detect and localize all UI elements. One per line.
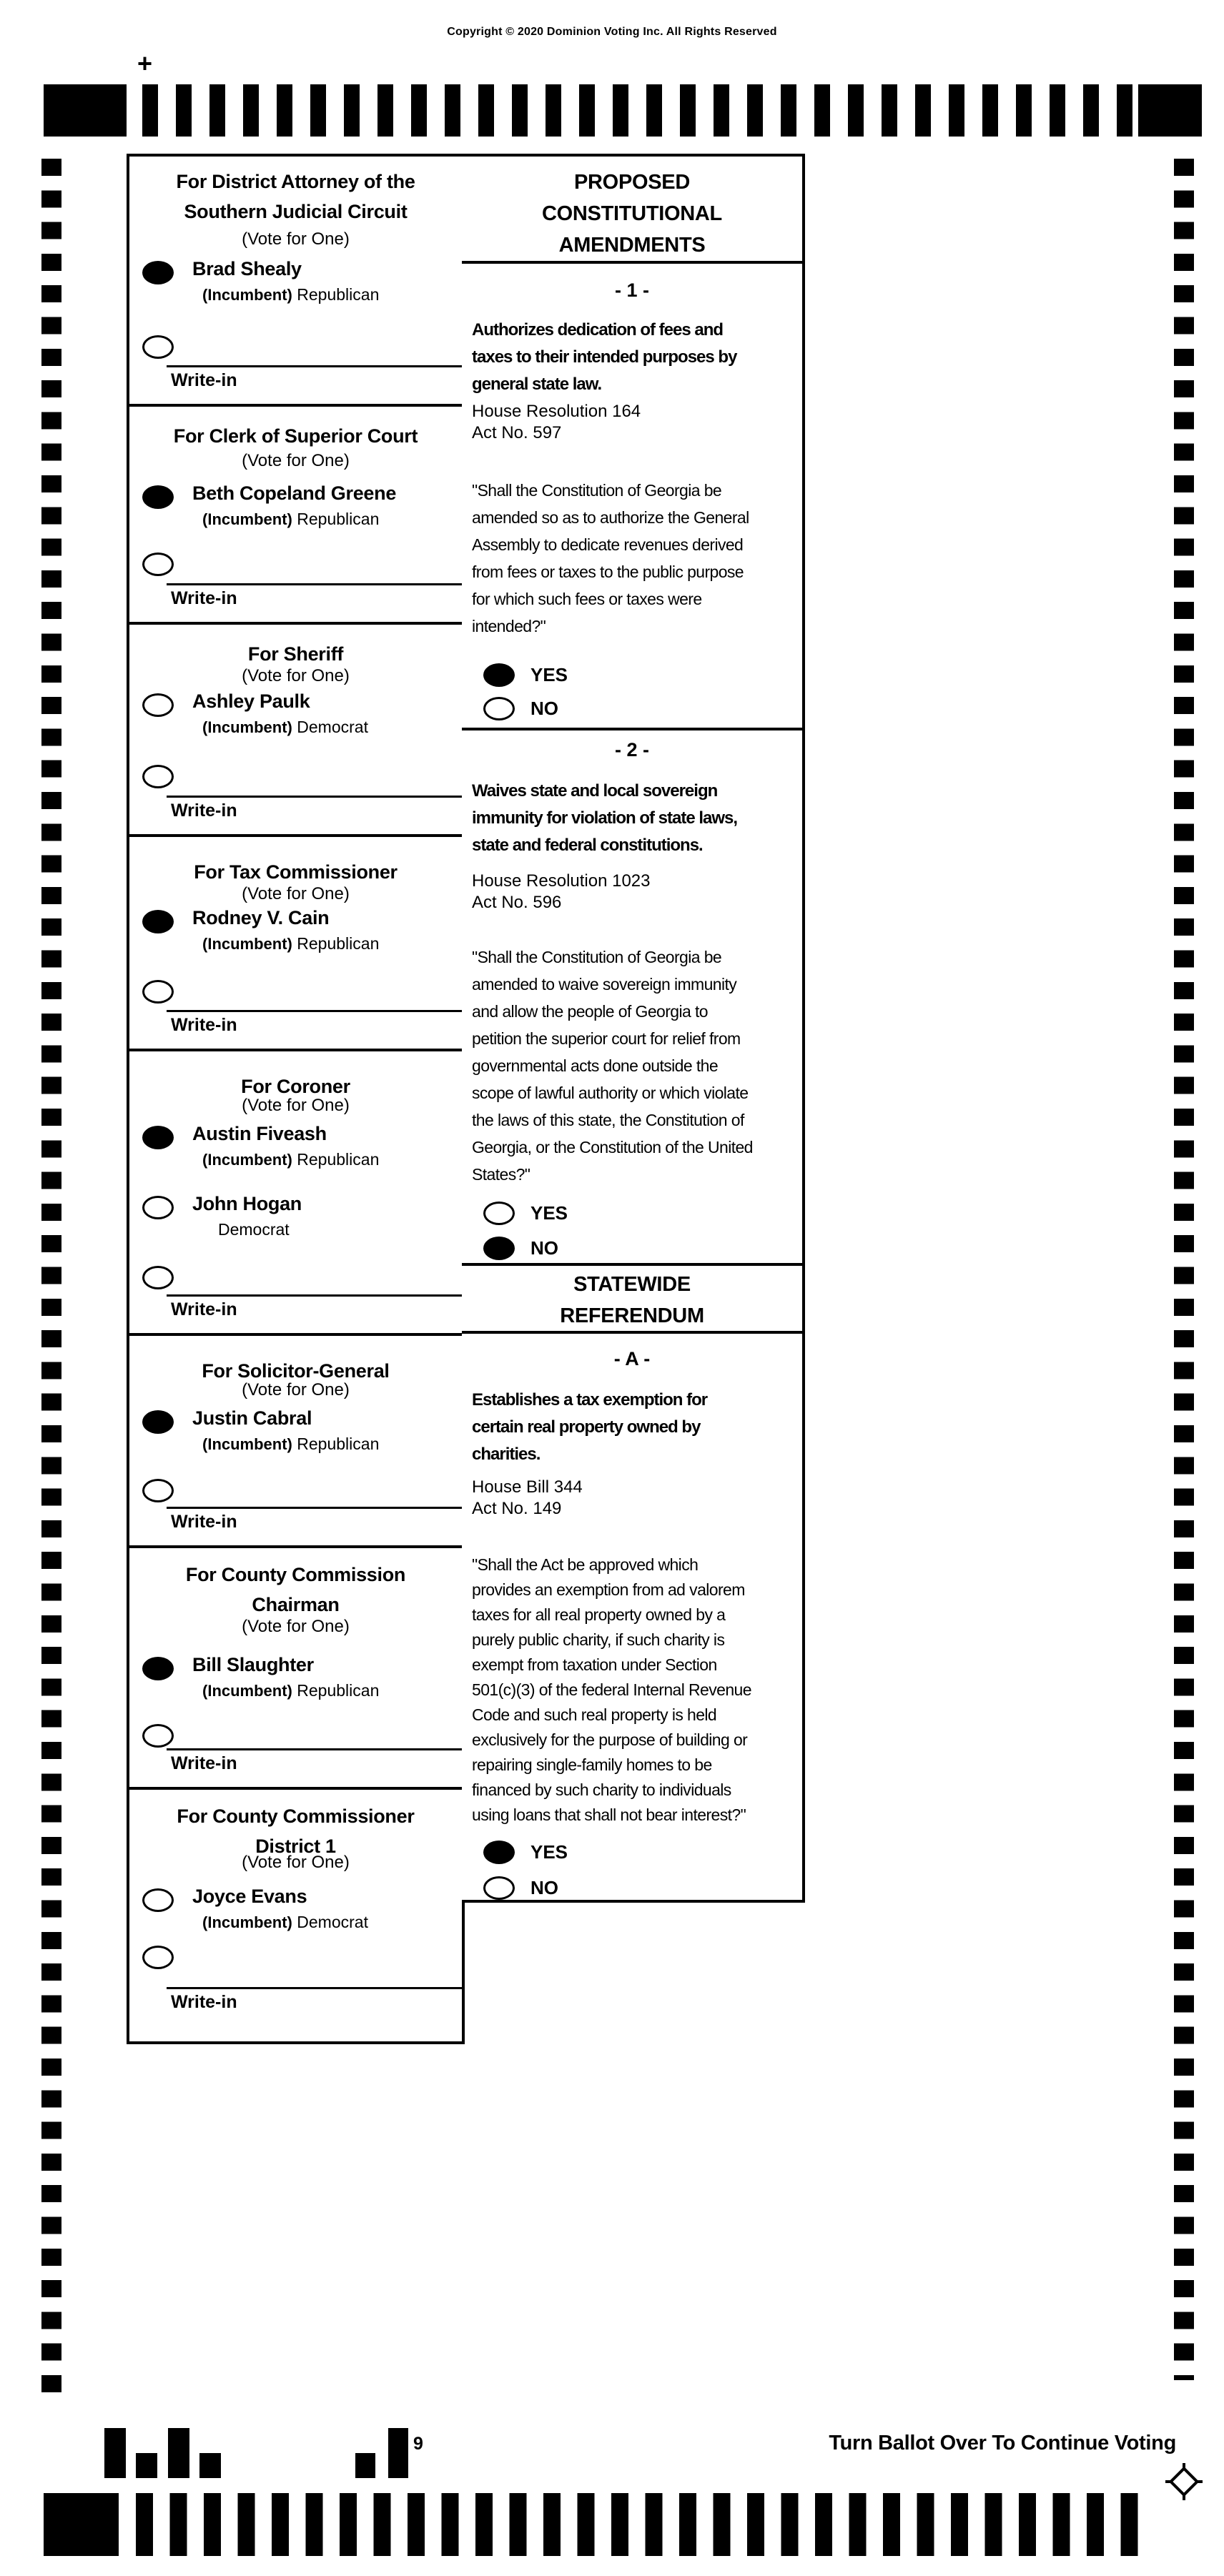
question-line: repairing single-family homes to be (472, 1755, 712, 1774)
vote-for-instruction: (Vote for One) (242, 451, 350, 470)
contest-section (129, 1790, 462, 2041)
write-in-label: Write-in (171, 370, 237, 390)
reference-line: House Resolution 1023 (472, 871, 651, 891)
incumbent-designation: (Incumbent) (202, 1913, 292, 1931)
vote-for-instruction: (Vote for One) (242, 884, 350, 903)
question-line: Code and such real property is held (472, 1705, 717, 1724)
measure-number: - A - (613, 1348, 651, 1369)
turn-ballot-over-text: Turn Ballot Over To Continue Voting (829, 2432, 1176, 2454)
measure-summary (472, 778, 798, 859)
summary-line: charities. (472, 1445, 541, 1464)
barcode-bar (168, 2428, 189, 2478)
candidate-name: Austin Fiveash (192, 1123, 327, 1144)
question-line: Assembly to dedicate revenues derived (472, 535, 744, 554)
question-line: taxes for all real property owned by a (472, 1605, 726, 1624)
write-in-oval[interactable] (142, 553, 174, 576)
question-line: financed by such charity to individuals (472, 1780, 731, 1799)
crosshair-registration-icon (1165, 2463, 1203, 2500)
candidate-oval-empty[interactable] (142, 1196, 174, 1219)
timing-marks-left (41, 159, 61, 2396)
copyright-line: Copyright © 2020 Dominion Voting Inc. All Rights Reserved (447, 26, 777, 38)
candidate-option (142, 1407, 458, 1454)
no-label: NO (530, 1237, 558, 1259)
candidate-oval-filled[interactable] (142, 1410, 174, 1434)
candidate-info (192, 1407, 379, 1454)
contest-section (129, 1051, 462, 1336)
contest-section (129, 837, 462, 1051)
reference-line: Act No. 149 (472, 1499, 562, 1518)
incumbent-designation: (Incumbent) (202, 718, 292, 736)
contest-title-line: For District Attorney of the (176, 171, 415, 192)
no-option (483, 1876, 558, 1900)
referendum-header-title (462, 1266, 802, 1332)
no-label: NO (530, 698, 558, 719)
contest-section (129, 625, 462, 837)
yes-option (483, 663, 568, 687)
incumbent-designation: (Incumbent) (202, 1151, 292, 1169)
barcode-bar (388, 2428, 408, 2478)
measure-question (472, 1552, 798, 1828)
no-option (483, 1237, 558, 1260)
incumbent-designation: (Incumbent) (202, 1682, 292, 1700)
barcode-bars (0, 2428, 500, 2482)
contest-section (129, 1336, 462, 1548)
barcode-bar (136, 2453, 157, 2478)
header-line: REFERENDUM (560, 1304, 704, 1327)
candidate-name: Beth Copeland Greene (192, 482, 397, 504)
yes-oval-empty[interactable] (483, 1202, 515, 1225)
candidate-name: John Hogan (192, 1193, 302, 1214)
candidate-info (192, 258, 379, 304)
question-line: petition the superior court for relief from (472, 1029, 741, 1048)
measures-column (462, 154, 805, 1903)
yes-label: YES (530, 1841, 568, 1863)
referendum-section (462, 1334, 802, 1900)
candidate-party: (Incumbent) Republican (202, 934, 380, 953)
question-line: "Shall the Constitution of Georgia be (472, 481, 722, 500)
question-line: provides an exemption from ad valorem (472, 1580, 745, 1599)
candidate-party: (Incumbent) Republican (202, 285, 380, 304)
candidate-oval-filled[interactable] (142, 910, 174, 933)
barcode-bar (104, 2428, 126, 2478)
reference-line: House Bill 344 (472, 1477, 583, 1497)
vote-for-instruction: (Vote for One) (242, 1853, 350, 1872)
yes-label: YES (530, 664, 568, 685)
contest-title-line: For Sheriff (247, 643, 344, 665)
contest-title-line: For Coroner (241, 1076, 350, 1097)
measure-reference (472, 1477, 583, 1520)
candidate-oval-empty[interactable] (142, 693, 174, 717)
summary-line: Authorizes dedication of fees and (472, 320, 724, 340)
question-line: 501(c)(3) of the federal Internal Revenue (472, 1680, 751, 1699)
candidate-party: (Incumbent) Democrat (202, 718, 368, 736)
vote-for-instruction: (Vote for One) (242, 666, 350, 685)
candidate-option (142, 1193, 458, 1239)
yes-option (483, 1841, 568, 1864)
candidate-party: (Incumbent) Democrat (202, 1913, 368, 1931)
write-in-oval[interactable] (142, 335, 174, 359)
write-in-option (142, 765, 174, 788)
candidate-info (192, 690, 368, 737)
write-in-label: Write-in (171, 1512, 237, 1532)
vote-for-instruction: (Vote for One) (242, 1096, 350, 1115)
reference-line: Act No. 597 (472, 423, 562, 442)
reference-line: Act No. 596 (472, 893, 562, 912)
write-in-area[interactable] (167, 1010, 462, 1036)
measure-number: - 1 - (614, 279, 649, 301)
question-line: "Shall the Constitution of Georgia be (472, 948, 722, 966)
candidate-oval-filled[interactable] (142, 261, 174, 284)
candidate-option (142, 1123, 458, 1169)
summary-line: immunity for violation of state laws, (472, 808, 738, 828)
measure-summary (472, 1387, 798, 1468)
candidate-info (192, 1654, 379, 1700)
candidate-oval-filled[interactable] (142, 485, 174, 509)
measure-question (472, 943, 798, 1188)
header-line: PROPOSED (574, 171, 690, 194)
write-in-option (142, 1946, 174, 1969)
contest-title (135, 857, 456, 887)
candidate-oval-empty[interactable] (142, 1888, 174, 1912)
candidate-option (142, 482, 458, 529)
candidate-oval-filled[interactable] (142, 1126, 174, 1149)
candidate-info (192, 1123, 379, 1169)
question-line: exclusively for the purpose of building or (472, 1730, 748, 1749)
candidate-party: (Incumbent) Republican (202, 1150, 380, 1169)
amendment-section (462, 730, 802, 1266)
candidate-oval-filled[interactable] (142, 1657, 174, 1680)
contest-title-line: For County Commissioner (177, 1805, 415, 1827)
write-in-oval[interactable] (142, 1266, 174, 1289)
no-oval-empty[interactable] (483, 1876, 515, 1900)
contest-title (135, 421, 456, 451)
candidate-name: Rodney V. Cain (192, 907, 330, 928)
summary-line: Establishes a tax exemption for (472, 1390, 708, 1410)
summary-line: general state law. (472, 375, 602, 394)
write-in-oval[interactable] (142, 980, 174, 1004)
no-option (483, 697, 558, 720)
contest-title (135, 167, 456, 227)
summary-line: state and federal constitutions. (472, 836, 703, 855)
contest-title (135, 1560, 456, 1620)
write-in-oval[interactable] (142, 765, 174, 788)
contest-title-line: For Solicitor-General (202, 1360, 390, 1382)
amendments-header (462, 157, 802, 264)
write-in-option (142, 980, 174, 1004)
no-oval-empty[interactable] (483, 697, 515, 720)
barcode-bar (199, 2453, 221, 2478)
summary-line: taxes to their intended purposes by (472, 347, 737, 367)
candidate-name: Joyce Evans (192, 1886, 307, 1907)
candidate-info (192, 1193, 302, 1239)
barcode-bar (355, 2453, 375, 2478)
candidate-option (142, 1888, 458, 1932)
header-line: AMENDMENTS (558, 234, 706, 257)
question-line: Georgia, or the Constitution of the United (472, 1138, 753, 1156)
question-line: amended so as to authorize the General (472, 508, 749, 527)
incumbent-designation: (Incumbent) (202, 286, 292, 304)
write-in-area[interactable] (167, 583, 462, 609)
contest-title (135, 639, 456, 669)
contest-title-line: Southern Judicial Circuit (184, 201, 408, 222)
write-in-option (142, 1479, 174, 1502)
write-in-option (142, 1724, 174, 1748)
yes-label: YES (530, 1202, 568, 1224)
yes-oval-filled[interactable] (483, 1841, 515, 1864)
write-in-label: Write-in (171, 801, 237, 821)
write-in-option (142, 335, 174, 359)
candidate-option (142, 1654, 458, 1700)
vote-for-instruction: (Vote for One) (242, 1617, 350, 1636)
candidate-party: (Incumbent) Republican (202, 510, 380, 528)
no-oval-filled[interactable] (483, 1237, 515, 1260)
candidate-name: Bill Slaughter (192, 1654, 314, 1675)
question-line: "Shall the Act be approved which (472, 1555, 699, 1574)
incumbent-designation: (Incumbent) (202, 1435, 292, 1453)
write-in-area[interactable] (167, 1294, 462, 1320)
measure-number: - 2 - (614, 739, 649, 761)
question-line: States?" (472, 1165, 530, 1184)
yes-oval-filled[interactable] (483, 663, 515, 687)
amendments-header-title (462, 157, 802, 261)
question-line: for which such fees or taxes were (472, 590, 702, 608)
question-line: exempt from taxation under Section (472, 1655, 717, 1674)
question-line: from fees or taxes to the public purpose (472, 563, 744, 581)
contest-title-line: District 1 (255, 1836, 336, 1857)
measure-reference (472, 401, 641, 444)
measure-question (472, 477, 798, 640)
write-in-area[interactable] (167, 1748, 462, 1774)
candidate-name: Brad Shealy (192, 258, 302, 279)
candidate-option (142, 258, 458, 304)
candidate-option (142, 907, 458, 953)
timing-mark-band-bottom (44, 2493, 1144, 2556)
write-in-oval[interactable] (142, 1479, 174, 1502)
candidate-info (192, 907, 379, 953)
timing-marks-right (1174, 159, 1194, 2380)
contest-title-line: Chairman (252, 1594, 340, 1615)
referendum-header (462, 1266, 802, 1334)
candidate-party: Democrat (218, 1220, 290, 1239)
candidate-name: Ashley Paulk (192, 690, 310, 712)
contest-section (129, 407, 462, 625)
write-in-label: Write-in (171, 1753, 237, 1773)
contest-section (129, 157, 462, 407)
question-line: intended?" (472, 617, 546, 635)
incumbent-designation: (Incumbent) (202, 935, 292, 953)
write-in-oval[interactable] (142, 1724, 174, 1748)
write-in-oval[interactable] (142, 1946, 174, 1969)
yes-option (483, 1202, 568, 1225)
contest-title-line: For Tax Commissioner (194, 861, 398, 883)
question-line: the laws of this state, the Constitution of (472, 1111, 744, 1129)
question-line: purely public charity, if such charity is (472, 1630, 725, 1649)
write-in-area[interactable] (167, 365, 462, 391)
write-in-label: Write-in (171, 588, 237, 608)
barcode-glyph: 9 (413, 2434, 423, 2454)
question-line: and allow the people of Georgia to (472, 1002, 708, 1021)
write-in-label: Write-in (171, 1015, 237, 1035)
contest-title-line: For Clerk of Superior Court (173, 425, 418, 447)
question-line: amended to waive sovereign immunity (472, 975, 737, 994)
timing-mark-band-top (44, 84, 1203, 137)
question-line: scope of lawful authority or which violate (472, 1084, 749, 1102)
question-line: governmental acts done outside the (472, 1056, 719, 1075)
header-line: STATEWIDE (573, 1273, 691, 1296)
question-line: using loans that shall not bear interest?" (472, 1805, 746, 1824)
write-in-area[interactable] (167, 1987, 462, 2013)
summary-line: certain real property owned by (472, 1417, 701, 1437)
write-in-label: Write-in (171, 1992, 237, 2012)
no-label: NO (530, 1877, 558, 1898)
contest-section (129, 1548, 462, 1790)
candidate-party: (Incumbent) Republican (202, 1435, 380, 1453)
reference-line: House Resolution 164 (472, 402, 641, 421)
candidate-info (192, 482, 396, 529)
vote-for-instruction: (Vote for One) (242, 1380, 350, 1400)
contests-column (127, 154, 465, 2044)
candidate-option (142, 690, 458, 737)
incumbent-designation: (Incumbent) (202, 510, 292, 528)
measure-summary (472, 317, 798, 398)
write-in-area[interactable] (167, 796, 462, 821)
write-in-option (142, 1266, 174, 1289)
candidate-info (192, 1886, 368, 1932)
measure-reference (472, 871, 651, 913)
amendment-section (462, 264, 802, 730)
summary-line: Waives state and local sovereign (472, 781, 718, 801)
candidate-party: (Incumbent) Republican (202, 1681, 380, 1700)
header-line: CONSTITUTIONAL (542, 202, 722, 225)
plus-registration-icon: + (137, 49, 153, 78)
candidate-name: Justin Cabral (192, 1407, 312, 1429)
vote-for-instruction: (Vote for One) (242, 229, 350, 249)
write-in-area[interactable] (167, 1507, 462, 1532)
write-in-option (142, 553, 174, 576)
write-in-label: Write-in (171, 1299, 237, 1319)
contest-title-line: For County Commission (185, 1564, 406, 1585)
